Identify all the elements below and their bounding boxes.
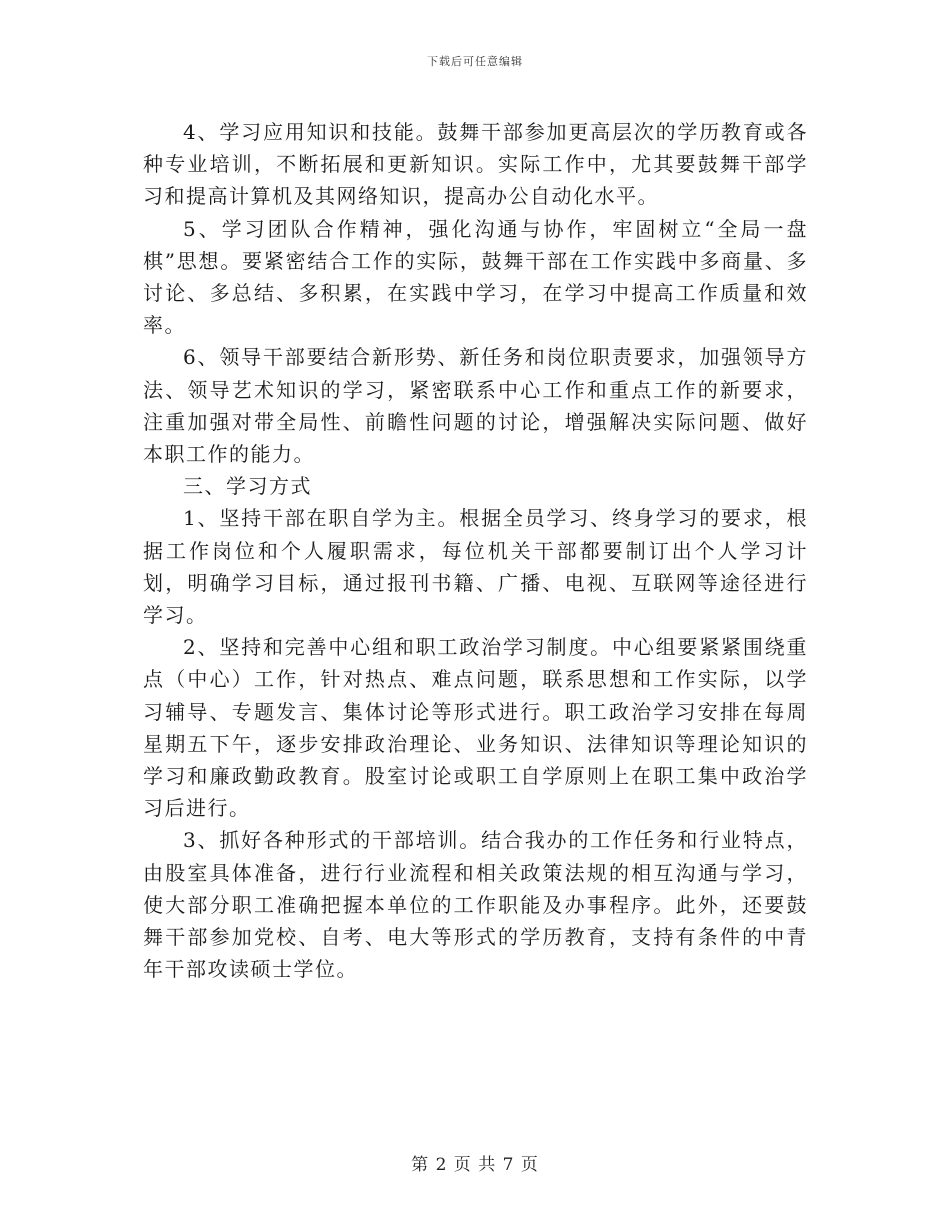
paragraph-6: 6、领导干部要结合新形势、新任务和岗位职责要求，加强领导方法、领导艺术知识的学习，紧密联系中心工作和重点工作的新要求，注重加强对带全局性、前瞻性问题的讨论，增强解决实际问题、做好本职工作的能力。 xyxy=(143,345,808,467)
page-number-footer: 第 2 页 共 7 页 xyxy=(411,1155,539,1175)
method-paragraph-2: 2、坚持和完善中心组和职工政治学习制度。中心组要紧紧围绕重点（中心）工作，针对热点、难点问题，联系思想和工作实际，以学习辅导、专题发言、集体讨论等形式进行。职工政治学习安排在每周星期五下午，逐步安排政治理论、业务知识、法律知识等理论知识的学习和廉政勤政教育。股室讨论或职工自学原则上在职工集中政治学习后进行。 xyxy=(143,635,808,821)
header-note: 下载后可任意编辑 xyxy=(427,55,523,68)
section-heading: 三、学习方式 xyxy=(183,474,312,499)
method-paragraph-1: 1、坚持干部在职自学为主。根据全员学习、终身学习的要求，根据工作岗位和个人履职需求，每位机关干部都要制订出个人学习计划，明确学习目标，通过报刊书籍、广播、电视、互联网等途径进行学习。 xyxy=(143,506,808,628)
paragraph-5: 5、学习团队合作精神，强化沟通与协作，牢固树立“全局一盘棋”思想。要紧密结合工作的实际，鼓舞干部在工作实践中多商量、多讨论、多总结、多积累，在实践中学习，在学习中提高工作质量和效率。 xyxy=(143,216,808,338)
document-body xyxy=(143,116,808,985)
method-paragraph-3: 3、抓好各种形式的干部培训。结合我办的工作任务和行业特点，由股室具体准备，进行行业流程和相关政策法规的相互沟通与学习，使大部分职工准确把握本单位的工作职能及办事程序。此外，还要鼓舞干部参加党校、自考、电大等形式的学历教育，支持有条件的中青年干部攻读硕士学位。 xyxy=(143,828,808,982)
paragraph-4: 4、学习应用知识和技能。鼓舞干部参加更高层次的学历教育或各种专业培训，不断拓展和更新知识。实际工作中，尤其要鼓舞干部学习和提高计算机及其网络知识，提高办公自动化水平。 xyxy=(143,120,808,209)
